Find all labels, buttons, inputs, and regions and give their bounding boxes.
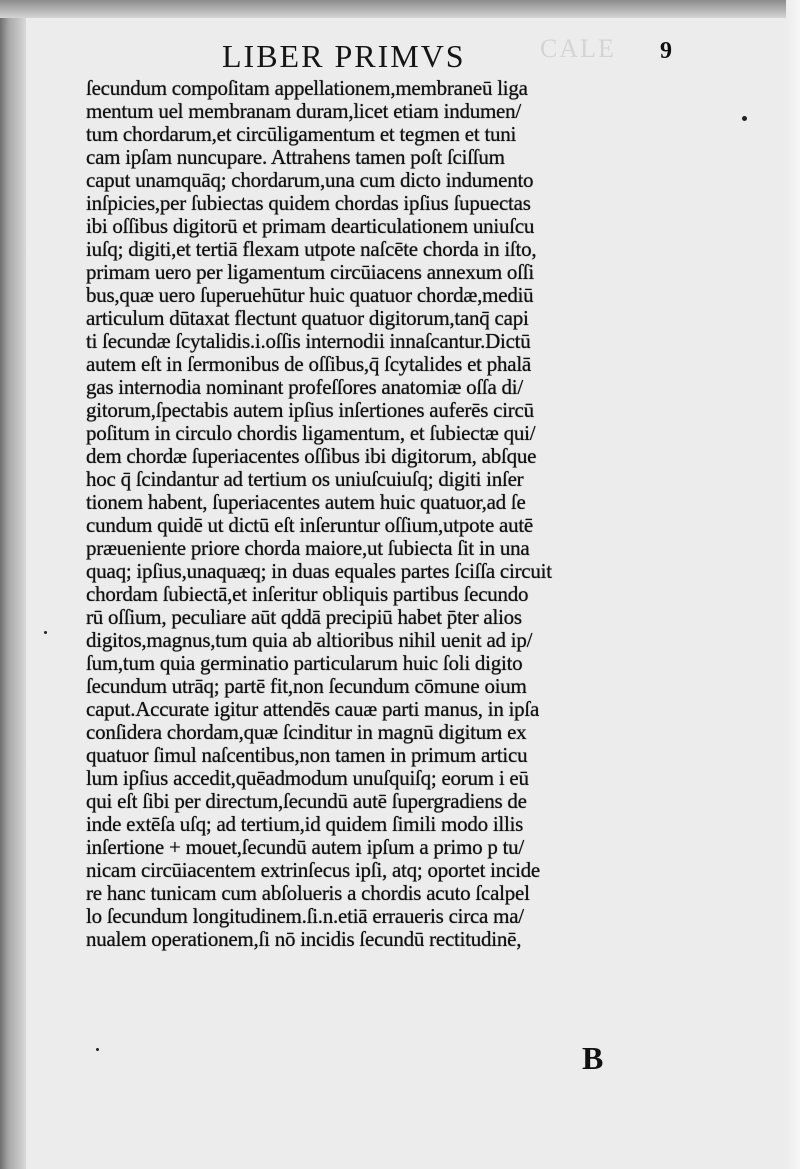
text-line: ibi oſſibus digitorū et primam dearticulationem uniuſcu xyxy=(86,214,535,238)
text-line: gas internodia nominant profeſſores anatomiæ oſſa di/ xyxy=(86,375,523,399)
text-line: inſertione + mouet,ſecundū autem ipſum a primo p tu/ xyxy=(86,835,524,859)
text-line: autem eſt in ſermonibus de oſſibus,q̄ ſcytalides et phalā xyxy=(86,352,531,376)
text-line: lum ipſius accedit,quēadmodum unuſquiſq; eorum i eū xyxy=(86,766,529,790)
page-number: 9 xyxy=(660,38,672,64)
text-line: cundum quidē ut dictū eſt inſeruntur oſſium,utpote autē xyxy=(86,513,533,537)
ink-speck xyxy=(96,1048,99,1051)
text-line: præueniente priore chorda maiore,ut ſubiecta ſit in una xyxy=(86,536,530,560)
text-line: ſecundum compoſitam appellationem,membraneū liga xyxy=(86,76,528,100)
show-through-header: CALE xyxy=(540,34,616,63)
text-line: nualem operationem,ſi nō incidis ſecundū rectitudinē, xyxy=(86,927,522,951)
text-line: rū oſſium, peculiare aūt qddā precipiū habet p̄ter alios xyxy=(86,605,522,629)
ink-speck xyxy=(44,631,47,634)
text-line: quaq; ipſius,unaquæq; in duas equales partes ſciſſa circuit xyxy=(86,559,552,583)
text-line: conſidera chordam,quæ ſcinditur in magnū digitum ex xyxy=(86,720,527,744)
text-line: iuſq; digiti,et tertiā flexam utpote naſcēte chorda in iſto, xyxy=(86,237,537,261)
text-line: ſecundum utrāq; partē fit,non ſecundum cōmune oium xyxy=(86,674,527,698)
text-line: chordam ſubiectā,et inſeritur obliquis partibus ſecundo xyxy=(86,582,529,606)
text-line: caput unamquāq; chordarum,una cum dicto indumento xyxy=(86,168,534,192)
text-line: ti ſecundæ ſcytalidis.i.oſſis internodii innaſcantur.Dictū xyxy=(86,329,531,353)
top-edge-shadow xyxy=(0,0,800,18)
text-line: lo ſecundum longitudinem.ſi.n.etiā erraueris circa ma/ xyxy=(86,904,524,928)
text-line: gitorum,ſpectabis autem ipſius inſertiones auferēs circū xyxy=(86,398,534,422)
page-edge xyxy=(786,0,800,1169)
text-line: re hanc tunicam cum abſolueris a chordis acuto ſcalpel xyxy=(86,881,530,905)
text-line: poſitum in circulo chordis ligamentum, et ſubiectæ qui/ xyxy=(86,421,536,445)
text-line: cam ipſam nuncupare. Attrahens tamen poſt ſciſſum xyxy=(86,145,505,169)
text-line: caput.Accurate igitur attendēs cauæ parti manus, in ipſa xyxy=(86,697,540,721)
body-text xyxy=(86,77,716,951)
text-line: tum chordarum,et circūligamentum et tegmen et tuni xyxy=(86,122,517,146)
signature-mark: B xyxy=(582,1040,604,1076)
text-line: hoc q̄ ſcindantur ad tertium os uniuſcuiuſq; digiti inſer xyxy=(86,467,524,491)
text-line: inde extēſa uſq; ad tertium,id quidem ſimili modo illis xyxy=(86,812,524,836)
text-line: qui eſt ſibi per directum,ſecundū autē ſupergradiens de xyxy=(86,789,527,813)
text-line: inſpicies,per ſubiectas quidem chordas ipſius ſupuectas xyxy=(86,191,531,215)
text-line: quatuor ſimul naſcentibus,non tamen in primum articu xyxy=(86,743,528,767)
text-line: tionem habent, ſuperiacentes autem huic quatuor,ad ſe xyxy=(86,490,526,514)
text-line: bus,quæ uero ſuperuehūtur huic quatuor chordæ,mediū xyxy=(86,283,534,307)
text-line: mentum uel membranam duram,licet etiam indumen/ xyxy=(86,99,521,123)
text-line: ſum,tum quia germinatio particularum huic ſoli digito xyxy=(86,651,523,675)
text-line: nicam circūiacentem extrinſecus ipſi, atq; oportet incide xyxy=(86,858,540,882)
binding-shadow xyxy=(0,0,26,1169)
running-head: LIBER PRIMVS xyxy=(222,38,466,74)
text-line: primam uero per ligamentum circūiacens annexum oſſi xyxy=(86,260,534,284)
text-line: digitos,magnus,tum quia ab altioribus nihil uenit ad ip/ xyxy=(86,628,533,652)
text-line: articulum dūtaxat flectunt quatuor digitorum,tanq̄ capi xyxy=(86,306,529,330)
ink-speck xyxy=(742,116,747,121)
text-line: dem chordæ ſuperiacentes oſſibus ibi digitorum, abſque xyxy=(86,444,537,468)
